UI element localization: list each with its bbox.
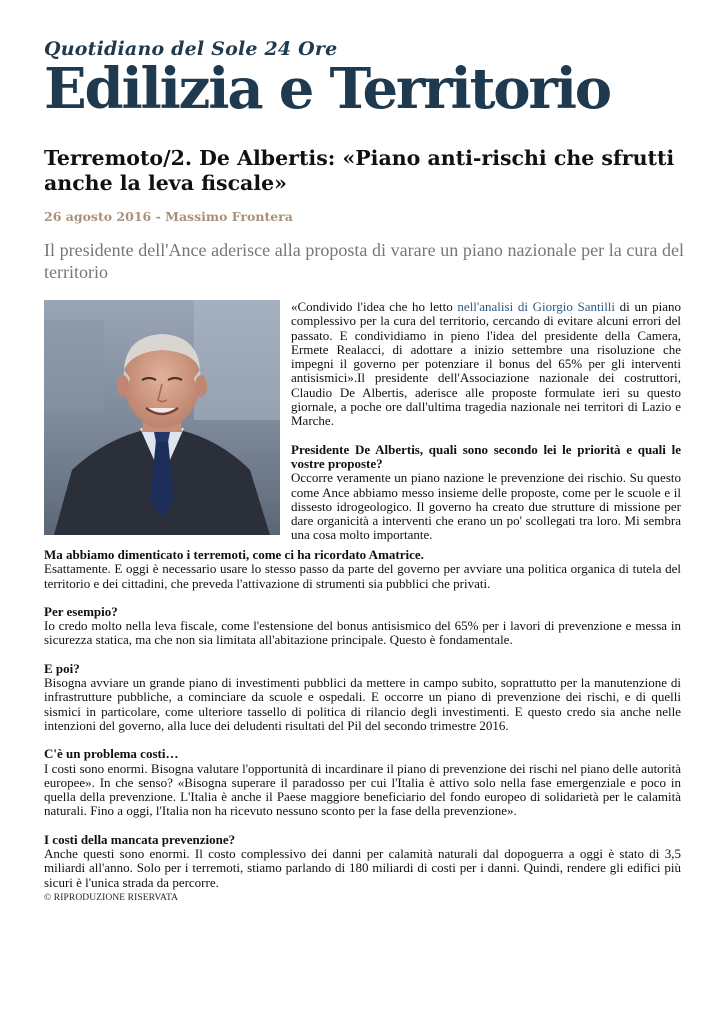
article-headline: Terremoto/2. De Albertis: «Piano anti-rischi che sfrutti anche la leva fiscale» <box>44 146 675 195</box>
masthead-subtitle: Quotidiano del Sole 24 Ore <box>44 38 338 60</box>
question-2: Ma abbiamo dimenticato i terremoti, come ci ha ricordato Amatrice. <box>44 547 424 562</box>
article-intro <box>291 300 681 429</box>
question-1: Presidente De Albertis, quali sono secondo lei le priorità e quali le vostre proposte? <box>291 441 681 471</box>
answer-6: Anche questi sono enormi. Il costo complessivo dei danni per calamità naturali dal dopoguerra a oggi è stato di 3,5 miliardi all'anno. Solo per i terremoti, stiamo parlando di 180 miliardi di costi per i danni. Quindi, rendere gli edifici più sicuri è l'unica strada da percorre. <box>44 846 681 890</box>
portrait-illustration <box>44 300 280 535</box>
qa-block <box>44 833 681 890</box>
article-intro-column <box>291 300 681 543</box>
santilli-analysis-link[interactable]: nell'analisi di Giorgio Santilli <box>457 299 616 314</box>
intro-text-end: di un piano complessivo per la cura del territorio, cercando di evitare alcuni errori del passato. E condividiamo in pieno l'idea del presidente della Camera, Ermete Realacci, di adottare a inizio settembre una risoluzione che impegni il governo per potenziare il bonus del 65% per gli interventi antisismici».Il presidente dell'Associazione nazionale dei costruttori, Claudio De Albertis, aderisce alle proposte formulate ieri su questo giornale, a poche ore dall'ultima tragedia nazionale nei territori di Lazio e Marche. <box>291 299 681 429</box>
question-4: E poi? <box>44 660 80 676</box>
article-byline: 26 agosto 2016 - Massimo Frontera <box>44 209 293 224</box>
answer-1: Occorre veramente un piano nazione le prevenzione dei rischio. Su questo come Ance abbiamo messo insieme delle proposte, come per le scuole e il dissesto idrogeologico. Il governo ha creato due strutture di missione per dare organicità a interventi che erano un po' scollegati tra loro. Mi sembra una cosa molto importante. <box>291 470 681 543</box>
answer-5: I costi sono enormi. Bisogna valutare l'opportunità di incardinare il piano di prevenzione dei rischi nel piano delle autorità europee». In che senso? «Bisogna superare il paradosso per cui l'Italia è attivo solo nella fase emergenziale e poco in quella della prevenzione. L'Italia è anche il Paese maggiore beneficiario del fondo europeo di solidarietà per le calamità naturali. Fino a oggi, l'Italia non ha ricevuto nessuno sconto per la fase della prevenzione». <box>44 760 681 819</box>
masthead-title: Edilizia e Territorio <box>44 56 610 122</box>
answer-2: Esattamente. E oggi è necessario usare lo stesso passo da parte del governo per avviare una politica organica di tutela del territorio e dei cittadini, che preveda l'attivazione di strumenti sia pubblici che privati. <box>44 561 681 591</box>
article-subtitle: Il presidente dell'Ance aderisce alla proposta di varare un piano nazionale per la cura del territorio <box>44 240 684 282</box>
article-body <box>44 548 681 904</box>
portrait-photo <box>44 300 280 535</box>
intro-text-start: «Condivido l'idea che ho letto <box>291 299 458 314</box>
answer-3: Io credo molto nella leva fiscale, come l'estensione del bonus antisismico del 65% per i lavori di prevenzione e messa in sicurezza statica, ma che non sia limitata all'abitazione principale. Questo è fondamentale. <box>44 618 681 648</box>
qa-block <box>44 662 681 733</box>
masthead <box>44 38 684 122</box>
question-6: I costi della mancata prevenzione? <box>44 831 236 847</box>
qa-block <box>44 605 681 648</box>
qa-block <box>44 747 681 818</box>
question-5: C'è un problema costi… <box>44 746 179 762</box>
qa-block <box>44 548 681 591</box>
question-3: Per esempio? <box>44 603 118 619</box>
copyright-notice: © RIPRODUZIONE RISERVATA <box>44 893 179 903</box>
answer-4: Bisogna avviare un grande piano di investimenti pubblici da mettere in campo subito, soprattutto per la manutenzione di infrastrutture pubbliche, a cominciare da scuole e ospedali. E occorre un piano di prevenzione dei rischi, e di quelli sismici in particolare, come ulteriore tassello di politica di rilancio degli investimenti. E questo credo sia anche nelle intenzioni del governo, alla luce dei deludenti risultati del Pil del secondo trimestre 2016. <box>44 675 681 733</box>
